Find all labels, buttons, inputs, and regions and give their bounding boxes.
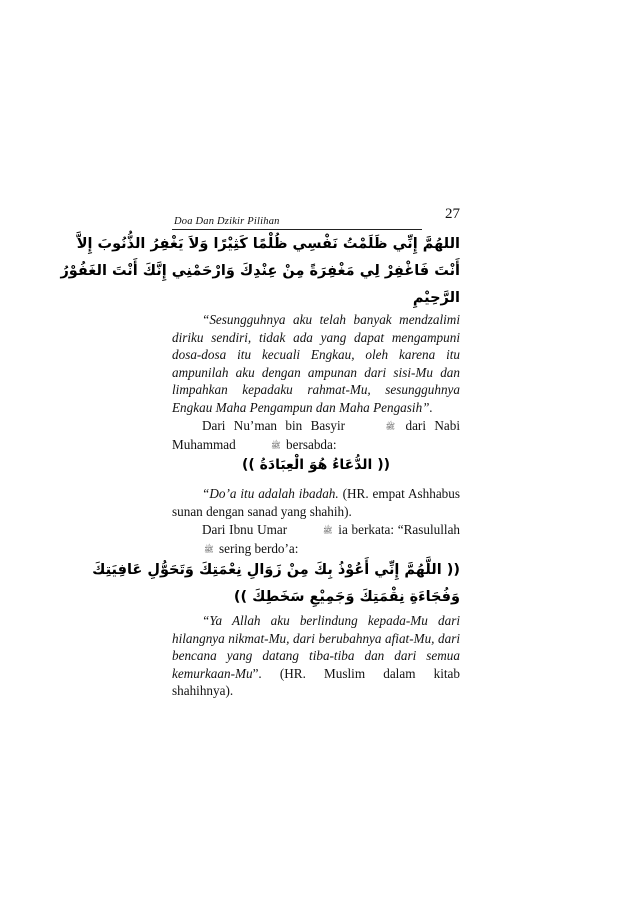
honorific-icon: ﷺ [271,440,281,450]
hadith-2-intro-text-a: Dari Ibnu Umar [202,522,288,537]
dua-translation: “Sesungguhnya aku telah banyak mendzalimi diriku sendiri, tidak ada yang dapat mengampuni dosa-dosa itu kecuali Engkau, oleh karena itu ampunilah aku dengan ampunan dari sisi-Mu dan limpahkan kepadaku rahmat-Mu, sesungguhnya Engkau Maha Pengampun dan Maha Pengasih”. [172,312,460,415]
dua-arabic-line-1: اللهُمَّ إِنِّي ظَلَمْتُ نَفْسِي ظُلْمًا كَثِيْرًا وَلاَ يَغْفِرُ الذُّنُوبَ إِلاَّ [76,236,460,252]
hadith-1-translation [172,485,460,520]
honorific-icon: ﷺ [322,526,333,536]
hadith-2-translation-quote: “Ya Allah aku berlindung kepada-Mu dari hilangnya nikmat-Mu, dari berubahnya afiat-Mu, dari bencana yang datang tiba-tiba dan dari semua kemurkaan-Mu [172,613,460,681]
dua-arabic-line-3: الرَّحِيْمِ [412,290,460,306]
hadith-1-intro-text-b: dari Nabi Muhammad [172,418,460,452]
header-rule [172,229,422,230]
hadith-1-intro-text-c: bersabda: [286,436,337,452]
hadith-1-intro-text-a: Dari Nu’man bin Basyir [202,418,346,433]
page-number: 27 [445,206,460,222]
book-page [60,0,461,903]
hadith-2-translation-source: ”. (HR. Muslim dalam kitab shahihnya). [172,665,460,699]
hadith-2-intro-text-c: sering berdo’a: [218,540,299,556]
hadith-1-translation-quote: “Do’a itu adalah ibadah. [202,486,339,501]
hadith-2-intro [172,521,460,559]
running-title: Doa Dan Dzikir Pilihan [174,216,280,227]
hadith-2-arabic-line-1: (( اللَّهُمَّ إِنِّي أَعُوْذُ بِكَ مِنْ زَوَالِ نِعْمَتِكَ وَتَحَوُّلِ عَافِيَتِكَ [92,562,460,578]
page-header [172,206,460,228]
hadith-1-intro [172,417,460,455]
hadith-2-translation [172,612,460,700]
honorific-icon: ﷺ [204,544,214,554]
hadith-1-translation-source: (HR. empat Ashhabus sunan dengan sanad yang shahih). [172,486,460,519]
hadith-2-intro-text-b: ia berkata: “Rasulullah [338,522,461,537]
hadith-2-arabic-line-2: وَفُجَاءَةِ نِقْمَتِكَ وَجَمِيْعِ سَخَطِكَ )) [233,589,460,605]
hadith-1-arabic: (( الدُّعَاءُ هُوَ الْعِبَادَةُ )) [241,457,391,473]
honorific-icon: ﷺ [385,422,396,432]
dua-arabic-line-2: أَنْتَ فَاغْفِرْ لِي مَغْفِرَةً مِنْ عِنْدِكَ وَارْحَمْنِي إِنَّكَ أَنْتَ الغَفُوْرُ [60,263,460,279]
